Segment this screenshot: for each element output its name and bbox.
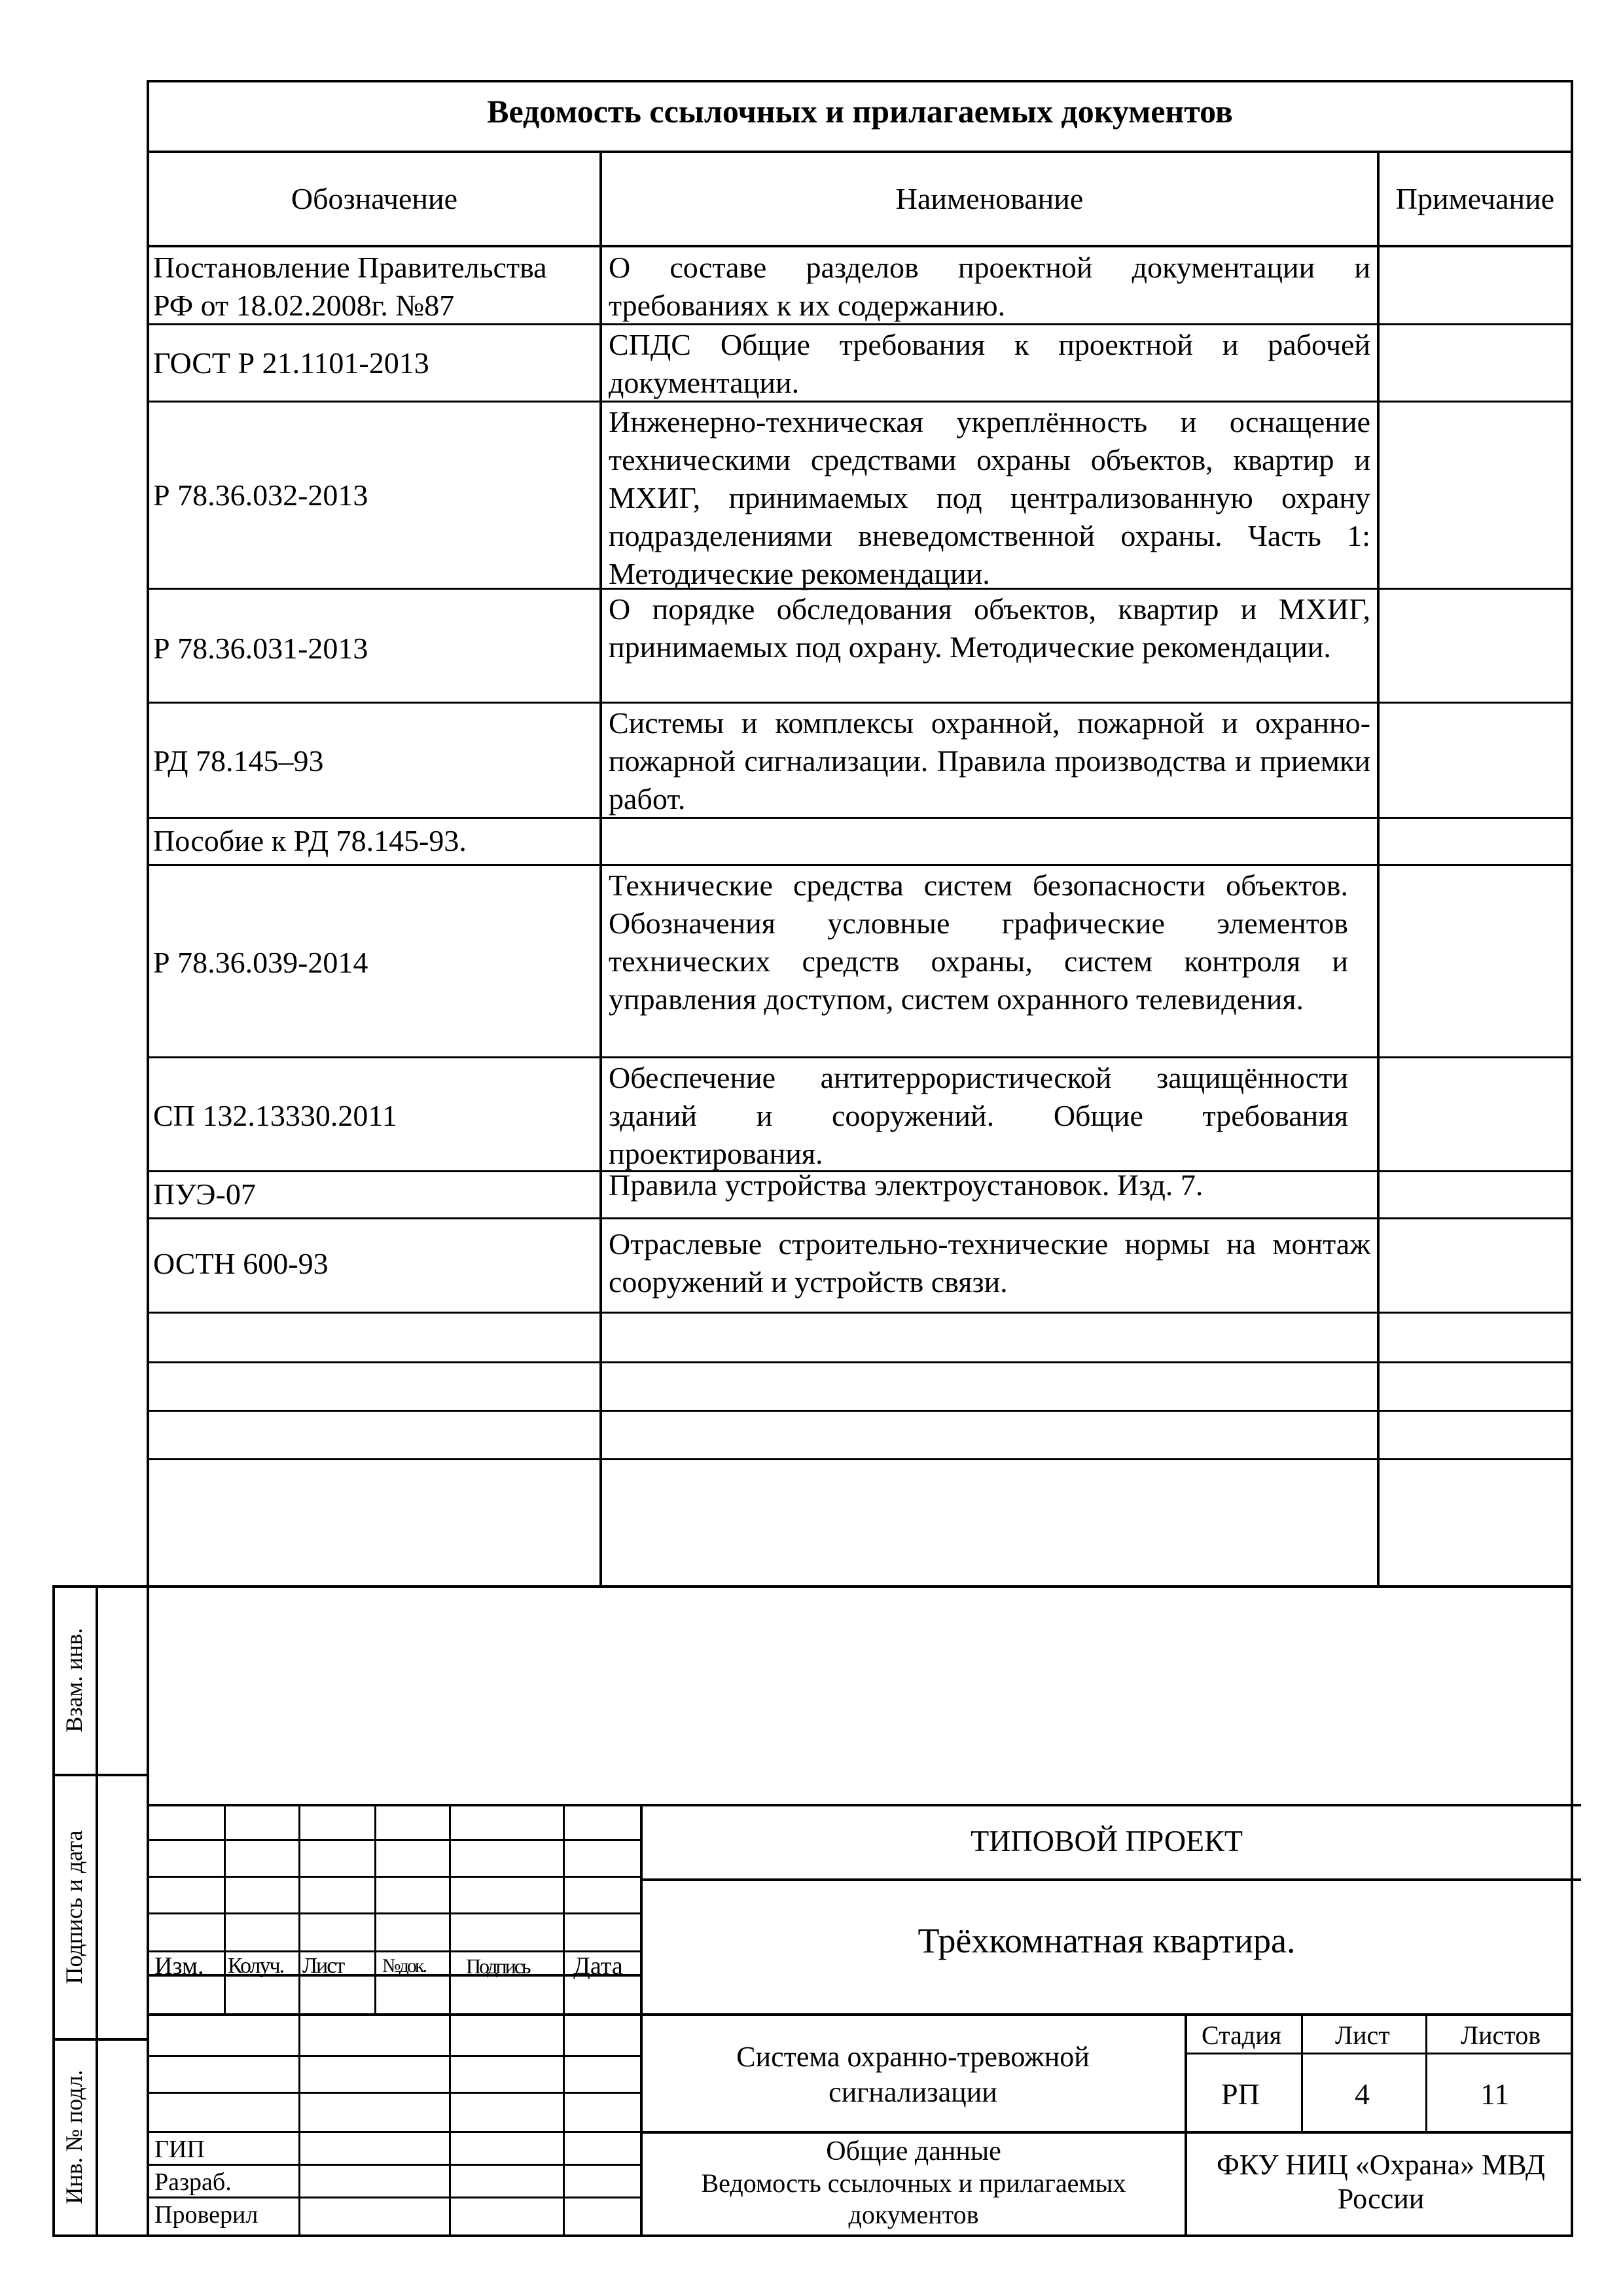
stamp-stage-col: [1301, 2013, 1303, 2131]
row-line: [147, 864, 1572, 866]
stamp-row: [147, 1912, 641, 1914]
stamp-project-type: ТИПОВОЙ ПРОЕКТ: [971, 1824, 1243, 1857]
header-divider: [147, 245, 1573, 247]
col-divider-1: [599, 151, 602, 1588]
column-header-name: Наименование: [895, 182, 1084, 215]
stamp-doc-subtitle: Ведомость ссылочных и прилагаемых документов: [701, 2168, 1126, 2229]
stamp-main-divider: [640, 1804, 643, 2236]
stamp-top-extend: [1571, 1804, 1581, 1806]
stamp-col-koluch: Колуч.: [228, 1954, 284, 1978]
stamp-col: [298, 1804, 300, 2013]
row-designation: ГОСТ Р 21.1101-2013: [153, 346, 429, 380]
stamp-role-razrab: Разраб.: [154, 2168, 232, 2196]
stamp-stage-col: [1425, 2013, 1427, 2131]
row-name: Правила устройства электроустановок. Изд. 7.: [609, 1168, 1204, 1202]
row-name: Системы и комплексы охранной, пожарной и охранно-пожарной сигнализации. Правила производства и приемки работ.: [609, 706, 1370, 816]
row-designation: ПУЭ-07: [153, 1177, 256, 1211]
stamp-row-bold: [147, 2013, 1573, 2016]
stamp-col: [224, 1804, 226, 2013]
row-name: О порядке обследования объектов, квартир и МХИГ, принимаемых под охрану. Методические рекомендации.: [609, 592, 1370, 664]
stamp-col-ndok: №док.: [382, 1955, 425, 1977]
row-name: О составе разделов проектной документации и требованиях к их содержанию.: [609, 251, 1370, 322]
row-name: Отраслевые строительно-технические нормы на монтаж сооружений и устройств связи.: [609, 1227, 1370, 1299]
stamp-sheet: 4: [1355, 2077, 1370, 2111]
row-line: [147, 1361, 1572, 1363]
stamp-top: [147, 1804, 1573, 1806]
frame-top: [147, 80, 1573, 82]
row-name: СПДС Общие требования к проектной и рабочей документации.: [609, 328, 1370, 399]
stamp-row-bold: [640, 2131, 1573, 2134]
stamp-row: [147, 1950, 641, 1952]
stamp-role-gip: ГИП: [154, 2136, 205, 2163]
row-line: [147, 1217, 1572, 1219]
stamp-sheets-label: Листов: [1461, 2020, 1541, 2050]
stamp-row: [147, 2055, 641, 2057]
stamp-col: [298, 2013, 300, 2236]
side-label-vzam-inv: Взам. инв.: [61, 1628, 87, 1732]
stamp-right-row: [640, 1878, 1581, 1881]
row-designation: РД 78.145–93: [153, 744, 324, 778]
stamp-row: [147, 2131, 641, 2133]
row-designation: Пособие к РД 78.145-93.: [153, 824, 467, 857]
stamp-organization: ФКУ НИЦ «Охрана» МВД России: [1217, 2149, 1545, 2215]
title-divider: [147, 151, 1573, 153]
stamp-col-data: Дата: [573, 1952, 623, 1980]
row-designation: Постановление Правительства РФ от 18.02.2008г. №87: [153, 251, 547, 322]
side-label-podpis-data: Подпись и дата: [61, 1830, 87, 1984]
stamp-system: Система охранно-тревожной сигнализации: [736, 2041, 1090, 2108]
row-name: Инженерно-техническая укреплённость и оснащение техническими средствами охраны объектов, квартир и МХИГ, принимаемых под централизованную охрану подразделениями вневедомственной охраны. Часть 1: Методические рекомендации.: [609, 405, 1370, 590]
stamp-col: [374, 1804, 376, 2013]
stamp-row: [147, 2164, 641, 2166]
row-line: [147, 1056, 1572, 1058]
stamp-role-proveril: Проверил: [154, 2201, 259, 2229]
side-label-inv-podl: Инв. № подл.: [61, 2070, 87, 2204]
stamp-stage: РП: [1221, 2077, 1260, 2111]
frame-bottom: [52, 2234, 1573, 2237]
row-designation: ОСТН 600-93: [153, 1247, 329, 1280]
stamp-col-izm: Изм.: [154, 1952, 204, 1980]
row-line: [147, 702, 1572, 704]
row-designation: Р 78.36.032-2013: [153, 478, 368, 512]
col-divider-2: [1377, 151, 1380, 1588]
stamp-stage-row: [1185, 2053, 1573, 2054]
stamp-sheets: 11: [1480, 2077, 1510, 2111]
page-title: Ведомость ссылочных и прилагаемых документов: [487, 93, 1233, 130]
stamp-sheet-label: Лист: [1335, 2020, 1390, 2050]
row-name: Технические средства систем безопасности объектов. Обозначения условные графические элементов технических средств охраны, систем контроля и управления доступом, систем охранного телевидения.: [609, 869, 1348, 1016]
row-line: [147, 1458, 1572, 1460]
stamp-row: [147, 1839, 641, 1841]
stamp-object: Трёхкомнатная квартира.: [918, 1921, 1296, 1960]
table-row: [153, 249, 593, 325]
row-designation: СП 132.13330.2011: [153, 1099, 397, 1132]
stamp-row: [147, 2092, 641, 2094]
side-strip-outer: [52, 1585, 55, 2237]
row-designation: Р 78.36.039-2014: [153, 946, 368, 979]
stamp-col-podpis: Подпись: [466, 1954, 529, 1978]
stamp-row: [147, 2197, 641, 2198]
side-strip-inner: [96, 1585, 98, 2237]
stamp-stage-label: Стадия: [1202, 2020, 1282, 2050]
row-line: [147, 1312, 1572, 1314]
column-header-note: Примечание: [1395, 182, 1555, 215]
row-designation: Р 78.36.031-2013: [153, 632, 368, 665]
frame-right: [1571, 80, 1573, 2237]
row-line: [147, 1410, 1572, 1412]
stamp-col-list: Лист: [302, 1954, 344, 1978]
stamp-stage-col: [1185, 2013, 1187, 2236]
table-bottom: [52, 1585, 1573, 1588]
stamp-col: [449, 1804, 451, 2236]
row-name: Обеспечение антитеррористической защищённости зданий и сооружений. Общие требования проектирования.: [609, 1061, 1348, 1170]
stamp-row: [147, 1876, 641, 1878]
column-header-designation: Обозначение: [291, 182, 458, 215]
stamp-col: [563, 1804, 565, 2236]
stamp-doc-title: Общие данные: [826, 2136, 1001, 2166]
